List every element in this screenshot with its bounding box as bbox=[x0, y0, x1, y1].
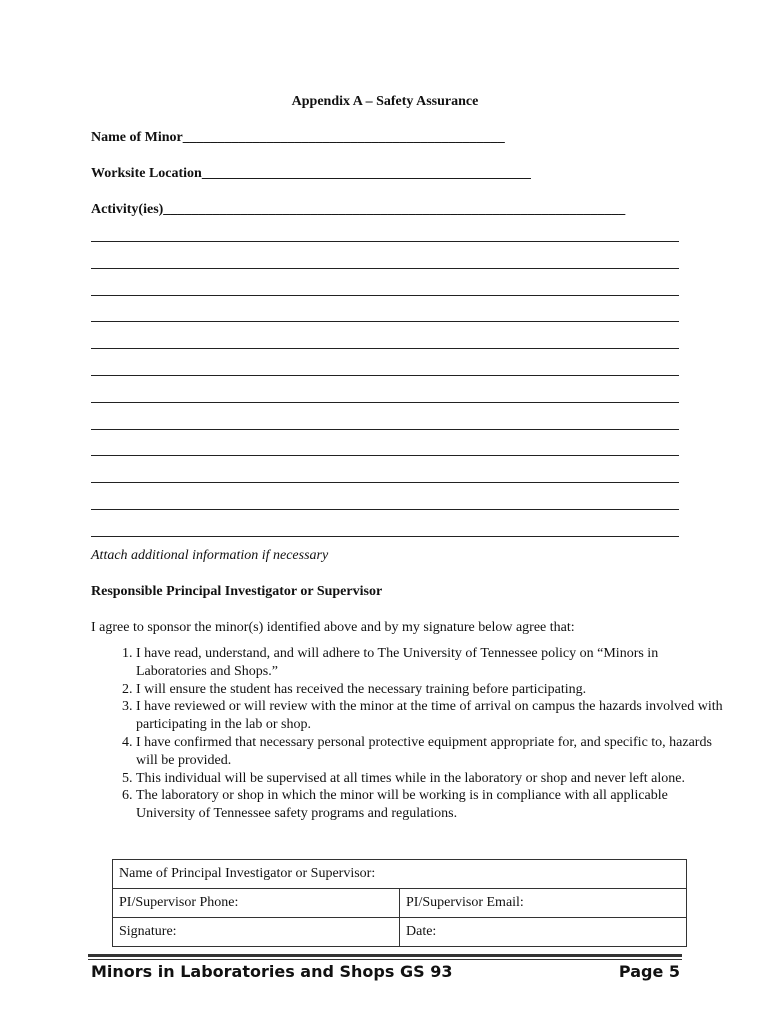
worksite-location-field[interactable]: Worksite Location_______________________________________________ bbox=[91, 166, 531, 181]
signature-table bbox=[112, 859, 687, 947]
activity-blank-line[interactable] bbox=[91, 455, 679, 456]
activity-blank-line[interactable] bbox=[91, 295, 679, 296]
activity-blank-line[interactable] bbox=[91, 536, 679, 537]
activities-field[interactable]: Activity(ies)__________________________________________________________________ bbox=[91, 202, 626, 217]
agreement-list bbox=[91, 645, 726, 823]
pi-email-cell[interactable]: PI/Supervisor Email: bbox=[400, 889, 687, 918]
name-of-minor-field[interactable]: Name of Minor______________________________________________ bbox=[91, 130, 505, 145]
activity-blank-line[interactable] bbox=[91, 482, 679, 483]
section-heading: Responsible Principal Investigator or Supervisor bbox=[91, 584, 383, 599]
page-title: Appendix A – Safety Assurance bbox=[291, 94, 479, 109]
footer-divider-thin bbox=[88, 959, 682, 960]
date-cell[interactable]: Date: bbox=[400, 918, 687, 947]
agreement-item: 4. I have confirmed that necessary personal protective equipment appropriate for, and specific to, hazards will be provided. bbox=[136, 734, 726, 770]
activity-blank-line[interactable] bbox=[91, 348, 679, 349]
activity-blank-line[interactable] bbox=[91, 321, 679, 322]
activity-blank-line[interactable] bbox=[91, 509, 679, 510]
pi-phone-cell[interactable]: PI/Supervisor Phone: bbox=[113, 889, 400, 918]
footer-divider bbox=[88, 954, 682, 957]
agreement-item: 6. The laboratory or shop in which the minor will be working is in compliance with all applicable University of Tennessee safety programs and regulations. bbox=[136, 787, 726, 823]
footer-page-number: Page 5 bbox=[618, 962, 680, 981]
attach-note: Attach additional information if necessary bbox=[91, 548, 329, 563]
agreement-item: 2. I will ensure the student has received the necessary training before participating. bbox=[136, 681, 726, 699]
pi-name-cell[interactable]: Name of Principal Investigator or Supervisor: bbox=[113, 860, 687, 889]
agreement-item: 5. This individual will be supervised at all times while in the laboratory or shop and never left alone. bbox=[136, 770, 726, 788]
activity-blank-line[interactable] bbox=[91, 268, 679, 269]
activity-blank-line[interactable] bbox=[91, 375, 679, 376]
agreement-intro: I agree to sponsor the minor(s) identified above and by my signature below agree that: bbox=[91, 620, 575, 635]
activity-blank-line[interactable] bbox=[91, 241, 679, 242]
signature-cell[interactable]: Signature: bbox=[113, 918, 400, 947]
agreement-item: 1. I have read, understand, and will adhere to The University of Tennessee policy on “Minors in Laboratories and Shops.” bbox=[136, 645, 726, 681]
footer-document-title: Minors in Laboratories and Shops GS 93 bbox=[91, 962, 453, 981]
agreement-item: 3. I have reviewed or will review with the minor at the time of arrival on campus the hazards involved with participating in the lab or shop. bbox=[136, 698, 726, 734]
activity-blank-line[interactable] bbox=[91, 402, 679, 403]
activity-blank-line[interactable] bbox=[91, 429, 679, 430]
